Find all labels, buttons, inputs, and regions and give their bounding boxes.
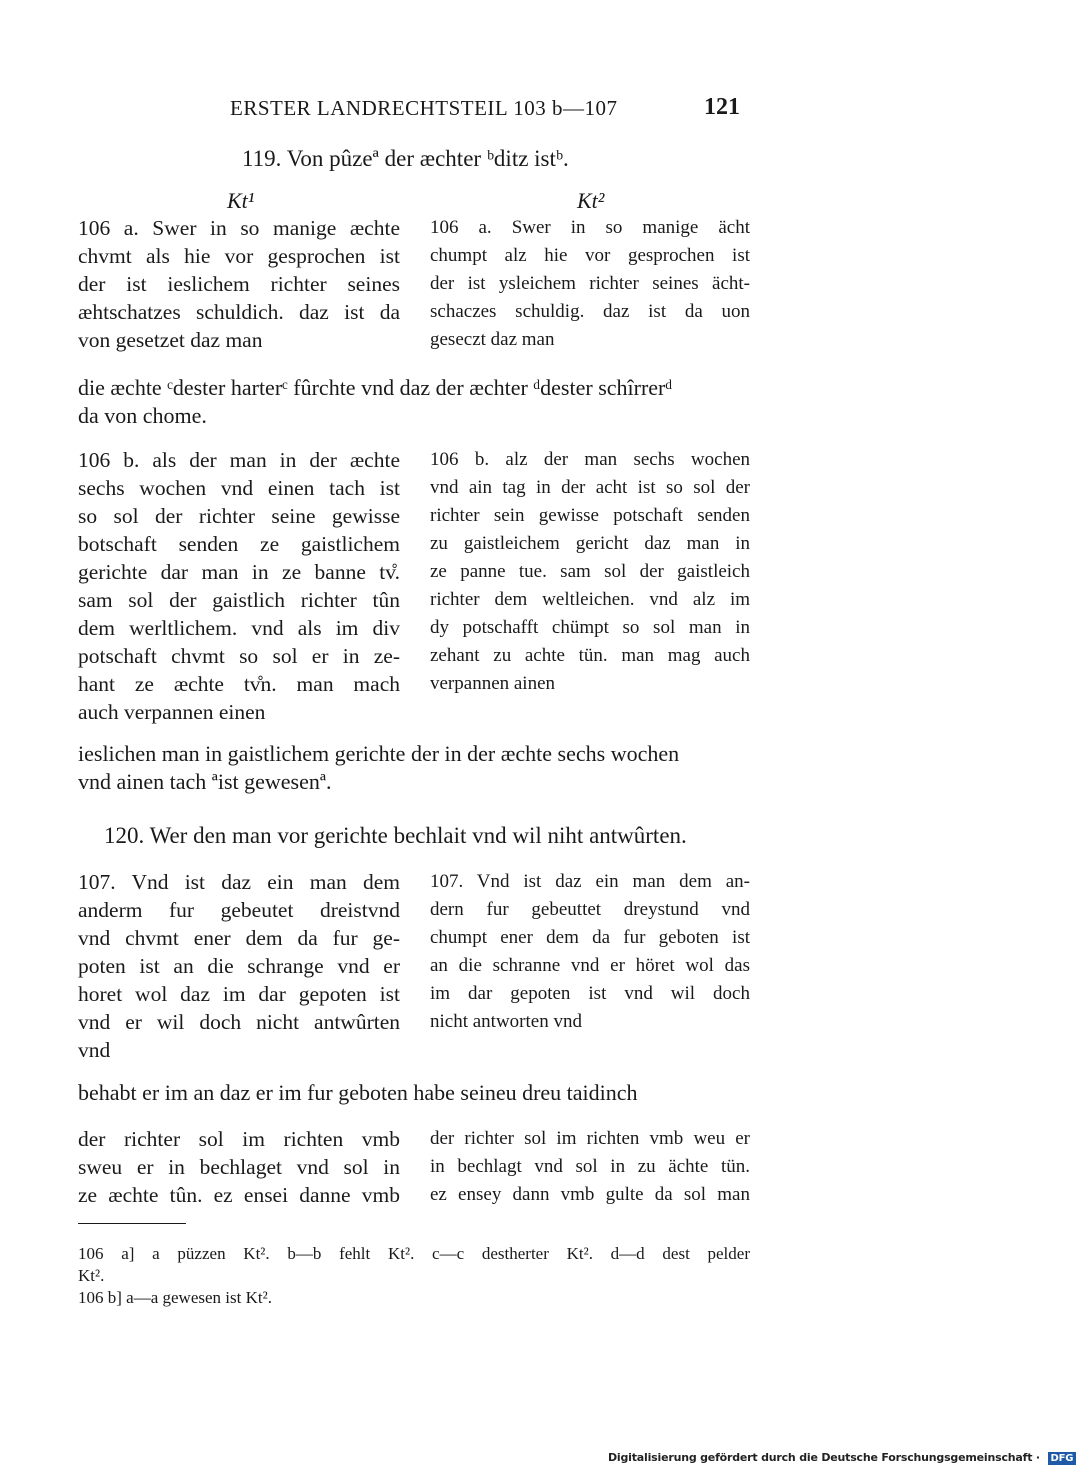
kt1-106b-column <box>78 446 400 726</box>
text-line: hant ze æchte tv̊n. man mach <box>78 672 400 696</box>
kt2-106b-column <box>430 446 750 698</box>
text-line: vnd ainen tach ªist gewesenª. <box>78 769 332 794</box>
kt1-107-column <box>78 868 400 1064</box>
text-line: 106 b. alz der man sechs wochen <box>430 449 750 470</box>
text-line: im dar gepoten ist vnd wil doch <box>430 983 750 1004</box>
siglum-kt2: Kt² <box>577 188 605 213</box>
text-line: anderm fur gebeutet dreistvnd <box>78 898 400 922</box>
text-line: an die schranne vnd er höret wol das <box>430 955 750 976</box>
footnote-line: 106 b] a—a gewesen ist Kt². <box>78 1288 272 1307</box>
text-line: 107. Vnd ist daz ein man dem <box>78 870 400 894</box>
text-line: der richter sol im richten vmb <box>78 1127 400 1151</box>
text-line: sechs wochen vnd einen tach ist <box>78 476 400 500</box>
text-line: schaczes schuldig. daz ist da uon <box>430 301 750 322</box>
text-line: dy potschafft chümpt so sol man in <box>430 617 750 638</box>
text-line: richter sein gewisse potschaft senden <box>430 505 750 526</box>
kt2-107-continuation <box>430 1125 750 1209</box>
text-line: verpannen ainen <box>430 673 556 694</box>
text-line: vnd <box>78 1038 111 1062</box>
shared-text-106a <box>78 374 750 430</box>
text-line: geseczt daz man <box>430 329 555 350</box>
text-line: dem werltlichem. vnd als im div <box>78 616 400 640</box>
section-119-heading: 119. Von pûzeª der æchter ᵇditz istᵇ. <box>242 146 569 171</box>
text-line: sweu er in bechlaget vnd sol in <box>78 1155 400 1179</box>
kt2-106a-column <box>430 214 750 354</box>
text-line: poten ist an die schrange vnd er <box>78 954 400 978</box>
text-line: richter dem weltleichen. vnd alz im <box>430 589 750 610</box>
text-line: 106 b. als der man in der æchte <box>78 448 400 472</box>
text-line: chvmt als hie vor gesprochen ist <box>78 244 400 268</box>
text-line: horet wol daz im dar gepoten ist <box>78 982 400 1006</box>
text-line: nicht antworten vnd <box>430 1011 582 1032</box>
text-line: sam sol der gaistlich richter tûn <box>78 588 400 612</box>
text-line: 107. Vnd ist daz ein man dem an- <box>430 871 750 892</box>
text-line: vnd ain tag in der acht ist so sol der <box>430 477 750 498</box>
text-line: auch verpannen einen <box>78 700 266 724</box>
kt1-106a-column <box>78 214 400 354</box>
text-line: in bechlagt vnd sol in zu ächte tün. <box>430 1156 750 1177</box>
footnote-rule <box>78 1223 186 1224</box>
shared-text-106b <box>78 740 750 796</box>
text-line: 106 a. Swer in so manige ächt <box>430 217 750 238</box>
text-line: der ist ieslichem richter seines <box>78 272 400 296</box>
kt2-107-column <box>430 868 750 1036</box>
shared-text-107 <box>78 1079 750 1107</box>
footnotes <box>78 1243 750 1309</box>
footnote-line: 106 a] a püzzen Kt². b—b fehlt Kt². c—c destherter Kt². d—d dest pelder <box>78 1244 750 1263</box>
text-line: ze æchte tûn. ez ensei danne vmb <box>78 1183 400 1207</box>
section-120-heading: 120. Wer den man vor gerichte bechlait vnd wil niht antwûrten. <box>104 823 687 848</box>
text-line: 106 a. Swer in so manige æchte <box>78 216 400 240</box>
dfg-logo: DFG <box>1048 1452 1076 1465</box>
text-line: der richter sol im richten vmb weu er <box>430 1128 750 1149</box>
text-line: da von chome. <box>78 403 207 428</box>
text-line: die æchte ᶜdester harterᶜ fûrchte vnd daz der æchter ᵈdester schîrrerᵈ <box>78 375 673 400</box>
text-line: chumpt ener dem da fur geboten ist <box>430 927 750 948</box>
text-line: ze panne tue. sam sol der gaistleich <box>430 561 750 582</box>
text-line: zehant zu achte tün. man mag auch <box>430 645 750 666</box>
text-line: der ist ysleichem richter seines ächt- <box>430 273 750 294</box>
text-line: vnd er wil doch nicht antwûrten <box>78 1010 400 1034</box>
text-line: botschaft senden ze gaistlichem <box>78 532 400 556</box>
text-line: zu gaistleichem gericht daz man in <box>430 533 750 554</box>
text-line: so sol der richter seine gewisse <box>78 504 400 528</box>
text-line: chumpt alz hie vor gesprochen ist <box>430 245 750 266</box>
footnote-line: Kt². <box>78 1266 105 1285</box>
funding-text: Digitalisierung gefördert durch die Deutsche Forschungsgemeinschaft · <box>608 1451 1040 1464</box>
kt1-107-continuation <box>78 1125 400 1209</box>
funding-footer <box>608 1451 1076 1465</box>
siglum-kt1: Kt¹ <box>227 188 255 213</box>
text-line: potschaft chvmt so sol er in ze- <box>78 644 400 668</box>
text-line: behabt er im an daz er im fur geboten habe seineu dreu taidinch <box>78 1080 638 1105</box>
text-line: dern fur gebeuttet dreystund vnd <box>430 899 750 920</box>
text-line: von gesetzet daz man <box>78 328 263 352</box>
text-line: ez ensey dann vmb gulte da sol man <box>430 1184 750 1205</box>
text-line: ieslichen man in gaistlichem gerichte der in der æchte sechs wochen <box>78 741 680 766</box>
text-line: æhtschatzes schuldich. daz ist da <box>78 300 400 324</box>
page-number: 121 <box>704 94 740 120</box>
running-head: ERSTER LANDRECHTSTEIL 103 b—107 <box>230 96 618 120</box>
text-line: gerichte dar man in ze banne tv̊. <box>78 560 400 584</box>
text-line: vnd chvmt ener dem da fur ge- <box>78 926 400 950</box>
